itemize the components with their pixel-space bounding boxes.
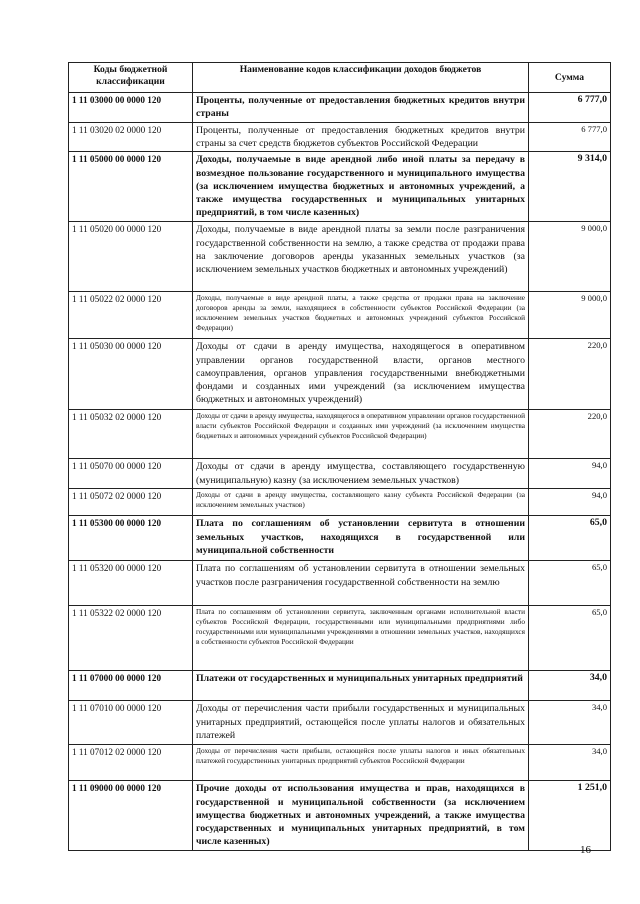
row-sum: 220,0 xyxy=(529,410,611,459)
row-code: 1 11 05020 00 0000 120 xyxy=(69,222,193,292)
row-code: 1 11 03020 02 0000 120 xyxy=(69,123,193,152)
table-row xyxy=(69,152,611,222)
row-name: Доходы, получаемые в виде арендной платы за земли после разграничения государственной собственности на землю, а также средства от продажи права на заключение договоров аренды указанных земельных участков (за исключением земельных участков бюджетных и автономных учреждений) xyxy=(193,222,529,292)
table-row xyxy=(69,339,611,410)
row-name: Доходы от сдачи в аренду имущества, находящегося в оперативном управлении органов государственной власти, органов местного самоуправления, органов управления государственными внебюджетными фондами и созданных ими учреждений (за исключением имущества бюджетных и автономных учреждений) xyxy=(193,339,529,410)
row-name: Доходы от перечисления части прибыли, остающейся после уплаты налогов и иных обязательных платежей государственных унитарных предприятий субъектов Российской Федерации xyxy=(193,745,529,781)
row-name: Доходы от сдачи в аренду имущества, составляющего государственную (муниципальную) казну (за исключением земельных участков) xyxy=(193,459,529,489)
table-row xyxy=(69,516,611,561)
header-name: Наименование кодов классификации доходов бюджетов xyxy=(193,63,529,93)
table-row xyxy=(69,606,611,671)
row-code: 1 11 05070 00 0000 120 xyxy=(69,459,193,489)
row-sum: 34,0 xyxy=(529,745,611,781)
row-sum: 65,0 xyxy=(529,516,611,561)
page-number: 16 xyxy=(580,844,591,856)
row-code: 1 11 05030 00 0000 120 xyxy=(69,339,193,410)
table-row xyxy=(69,671,611,701)
row-name: Доходы, получаемые в виде арендной либо иной платы за передачу в возмездное пользование государственного и муниципального имущества (за исключением имущества бюджетных и автономных учреждений, а также имущества государственных и муниципальных унитарных предприятий, в том числе казенных) xyxy=(193,152,529,222)
row-sum: 34,0 xyxy=(529,701,611,745)
table-row xyxy=(69,123,611,152)
row-sum: 9 314,0 xyxy=(529,152,611,222)
row-sum: 6 777,0 xyxy=(529,123,611,152)
row-code: 1 11 05072 02 0000 120 xyxy=(69,489,193,516)
header-code: Коды бюджетной классификации xyxy=(69,63,193,93)
row-code: 1 11 09000 00 0000 120 xyxy=(69,781,193,851)
table-row xyxy=(69,410,611,459)
revenue-classification-table xyxy=(68,62,611,851)
table-row xyxy=(69,701,611,745)
row-sum: 65,0 xyxy=(529,561,611,606)
table-header xyxy=(69,63,611,93)
row-code: 1 11 07010 00 0000 120 xyxy=(69,701,193,745)
row-name: Плата по соглашениям об установлении сервитута, заключенным органами исполнительной власти субъектов Российской Федерации, государственными или муниципальными предприятиями либо государственными или муниципальными учреждениями в отношении земельных участков, находящихся в собственности субъектов Российской Федерации xyxy=(193,606,529,671)
header-sum: Сумма xyxy=(529,63,611,93)
row-sum: 6 777,0 xyxy=(529,93,611,123)
row-name: Плата по соглашениям об установлении сервитута в отношении земельных участков, находящихся в государственной или муниципальной собственности xyxy=(193,516,529,561)
table-body xyxy=(69,93,611,851)
row-code: 1 11 03000 00 0000 120 xyxy=(69,93,193,123)
row-sum: 34,0 xyxy=(529,671,611,701)
row-code: 1 11 05000 00 0000 120 xyxy=(69,152,193,222)
row-name: Доходы от сдачи в аренду имущества, находящегося в оперативном управлении органов государственной власти субъектов Российской Федерации и созданных ими учреждений (за исключением имущества бюджетных и автономных учреждений субъектов Российской Федерации) xyxy=(193,410,529,459)
row-name: Проценты, полученные от предоставления бюджетных кредитов внутри страны xyxy=(193,93,529,123)
row-name: Доходы от сдачи в аренду имущества, составляющего казну субъекта Российской Федерации (за исключением земельных участков) xyxy=(193,489,529,516)
row-name: Доходы, получаемые в виде арендной платы, а также средства от продажи права на заключение договоров аренды за земли, находящиеся в собственности субъектов Российской Федерации (за исключением земельных участков бюджетных и автономных учреждений субъектов Российской Федерации) xyxy=(193,292,529,339)
row-name: Проценты, полученные от предоставления бюджетных кредитов внутри страны за счет средств бюджетов субъектов Российской Федерации xyxy=(193,123,529,152)
row-code: 1 11 07012 02 0000 120 xyxy=(69,745,193,781)
row-code: 1 11 05300 00 0000 120 xyxy=(69,516,193,561)
table-row xyxy=(69,781,611,851)
table-row xyxy=(69,292,611,339)
table-row xyxy=(69,93,611,123)
row-name: Доходы от перечисления части прибыли государственных и муниципальных унитарных предприятий, остающейся после уплаты налогов и обязательных платежей xyxy=(193,701,529,745)
row-code: 1 11 05032 02 0000 120 xyxy=(69,410,193,459)
table-row xyxy=(69,489,611,516)
row-sum: 65,0 xyxy=(529,606,611,671)
row-sum: 9 000,0 xyxy=(529,222,611,292)
row-name: Плата по соглашениям об установлении сервитута в отношении земельных участков после разграничения государственной собственности на землю xyxy=(193,561,529,606)
table-row xyxy=(69,745,611,781)
row-sum: 94,0 xyxy=(529,489,611,516)
row-name: Платежи от государственных и муниципальных унитарных предприятий xyxy=(193,671,529,701)
row-name: Прочие доходы от использования имущества и прав, находящихся в государственной и муниципальной собственности (за исключением имущества бюджетных и автономных учреждений, а также имущества государственных и муниципальных унитарных предприятий, в том числе казенных) xyxy=(193,781,529,851)
row-code: 1 11 05320 00 0000 120 xyxy=(69,561,193,606)
row-sum: 94,0 xyxy=(529,459,611,489)
table-row xyxy=(69,561,611,606)
row-sum: 9 000,0 xyxy=(529,292,611,339)
row-code: 1 11 05022 02 0000 120 xyxy=(69,292,193,339)
row-sum: 1 251,0 xyxy=(529,781,611,851)
row-sum: 220,0 xyxy=(529,339,611,410)
row-code: 1 11 05322 02 0000 120 xyxy=(69,606,193,671)
row-code: 1 11 07000 00 0000 120 xyxy=(69,671,193,701)
table-row xyxy=(69,222,611,292)
table-row xyxy=(69,459,611,489)
